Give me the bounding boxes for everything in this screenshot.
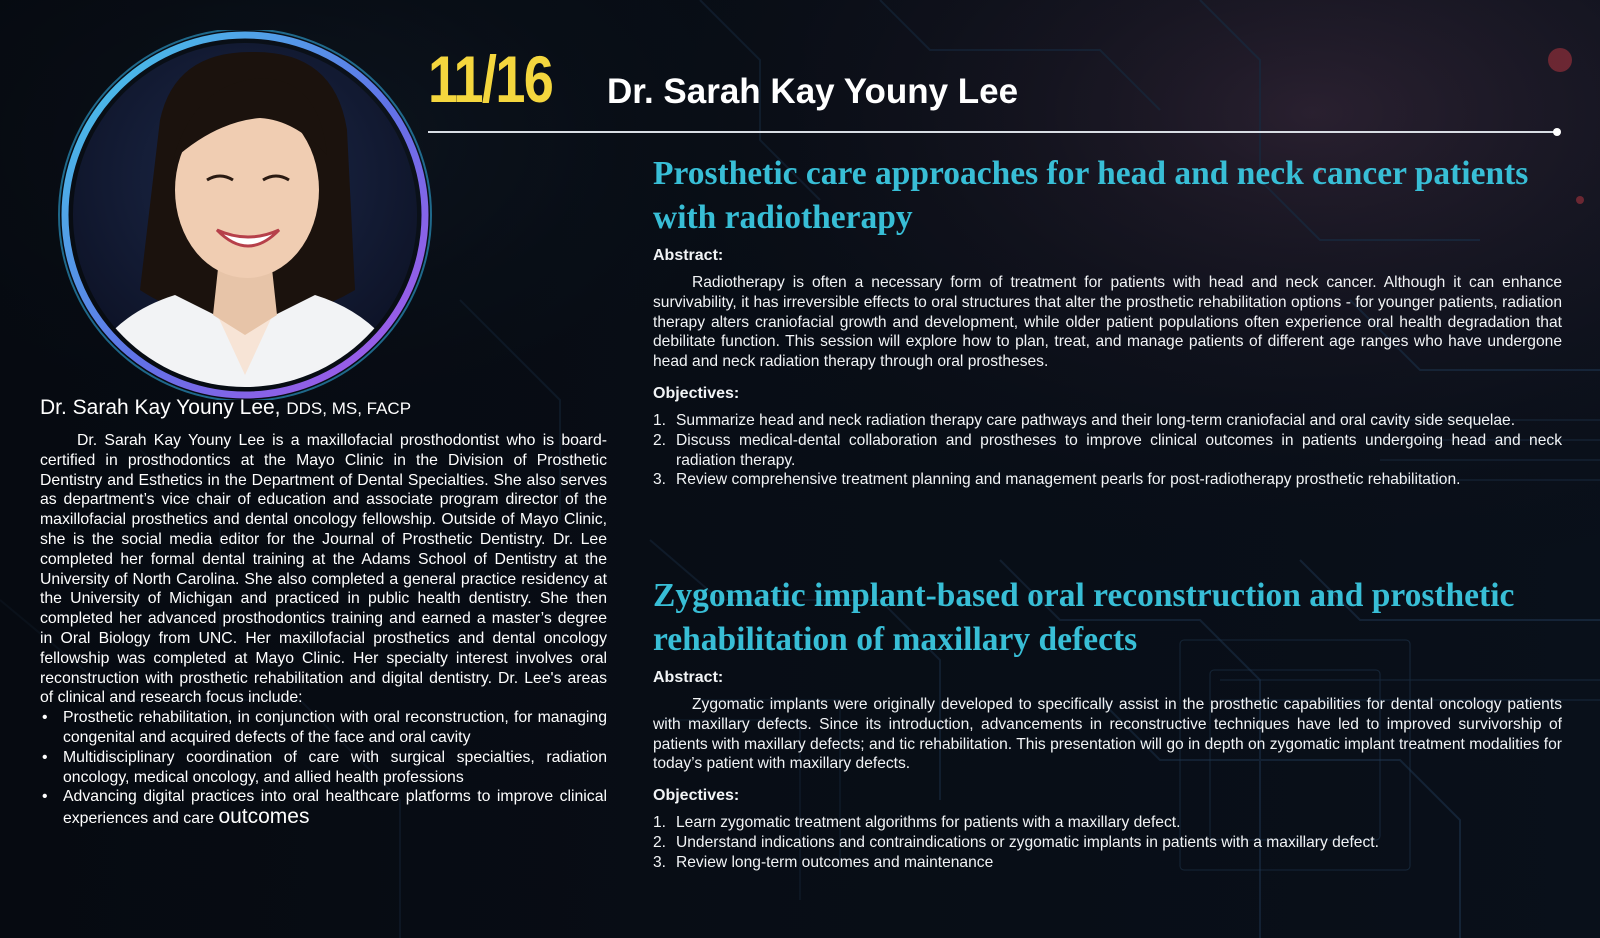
- abstract-text: Radiotherapy is often a necessary form of treatment for patients with head and neck cancer. Although it can enhance survivability, it has irreversible effects to oral structures that alter the prosthetic rehabilitation options - for younger patients, radiation therapy alters craniofacial growth and development, while older patient populations often experience oral health degradation that debilitate function. This session will explore how to plan, treat, and manage patients of different age ranges who have undergone head and neck radiation therapy through oral prostheses.: [653, 274, 1562, 371]
- objectives-list: [653, 411, 1562, 490]
- speaker-name-text: Dr. Sarah Kay Youny Lee,: [40, 396, 281, 419]
- objective-item: 3. Review long-term outcomes and maintenance: [653, 853, 994, 871]
- speaker-credentials: DDS, MS, FACP: [286, 399, 412, 418]
- speaker-photo: [55, 30, 435, 400]
- bio-paragraph: Dr. Sarah Kay Youny Lee is a maxillofacial prosthodontist who is board-certified in prosthodontics at the Mayo Clinic in the Division of Prosthetic Dentistry and Esthetics in the Department of Dental Specialties. She also serves as department’s vice chair of education and associate program director of the maxillofacial prosthetics and dental oncology fellowship. Outside of Mayo Clinic, she is the social media editor for the Journal of Prosthetic Dentistry. Dr. Lee completed her formal dental training at the Adams School of Dentistry at the University of North Carolina. She also completed a general practice residency at the University of Michigan and practiced in public health dentistry. She then completed her advanced prosthodontics training and earned a master’s degree in Oral Biology from UNC. Her maxillofacial prosthetics and dental oncology fellowship was completed at Mayo Clinic. Her specialty interest involves oral reconstruction with prosthetic rehabilitation and digital dentistry. Dr. Lee's areas of clinical and research focus include:: [40, 432, 607, 707]
- speaker-title: Dr. Sarah Kay Youny Lee: [607, 72, 1019, 111]
- objectives-label: Objectives:: [653, 787, 740, 805]
- speaker-bio: [40, 431, 607, 829]
- session-title: Prosthetic care approaches for head and neck cancer patients with radiotherapy: [653, 155, 1529, 236]
- session-date: 11/16: [428, 42, 553, 116]
- objective-item: 1. Summarize head and neck radiation therapy care pathways and their long-term craniofacial and oral cavity side sequelae.: [653, 411, 1516, 429]
- focus-item: • Prosthetic rehabilitation, in conjunction with oral reconstruction, for managing congenital and acquired defects of the face and oral cavity: [40, 708, 607, 748]
- session-1: [653, 152, 1562, 490]
- abstract-text: Zygomatic implants were originally developed to specifically assist in the prosthetic capabilities for dental oncology patients with maxillary defects. Since its introduction, advancements in reconstructive techniques have led to improved survivorship of patients with maxillary defects; and tic rehabilitation. This presentation will go in depth on zygomatic implant treatment modalities for today’s patient with maxillary defects.: [653, 696, 1562, 773]
- session-title: Zygomatic implant-based oral reconstruction and prosthetic rehabilitation of maxillary defects: [653, 577, 1515, 658]
- session-2: [653, 574, 1562, 873]
- focus-item: • Advancing digital practices into oral healthcare platforms to improve clinical experiences and care outcomes: [40, 787, 607, 829]
- objective-item: 2. Understand indications and contraindications or zygomatic implants in patients with a maxillary defect.: [653, 833, 1379, 851]
- abstract-label: Abstract:: [653, 247, 724, 264]
- objectives-list: [653, 813, 1562, 872]
- objective-item: 2. Discuss medical-dental collaboration and prostheses to improve clinical outcomes in patients undergoing head and neck radiation therapy.: [653, 431, 1562, 469]
- speaker-name: [40, 395, 411, 420]
- focus-last-word: outcomes: [218, 805, 310, 829]
- header-divider: [428, 131, 1558, 133]
- objective-item: 1. Learn zygomatic treatment algorithms for patients with a maxillary defect.: [653, 814, 1181, 832]
- focus-item: • Multidisciplinary coordination of care with surgical specialties, radiation oncology, medical oncology, and allied health professions: [40, 748, 607, 788]
- objective-item: 3. Review comprehensive treatment planning and management pearls for post-radiotherapy prosthetic rehabilitation.: [653, 471, 1461, 489]
- objectives-label: Objectives:: [653, 384, 740, 402]
- focus-list: [40, 708, 607, 829]
- divider-dot: [1553, 128, 1561, 136]
- abstract-label: Abstract:: [653, 669, 724, 686]
